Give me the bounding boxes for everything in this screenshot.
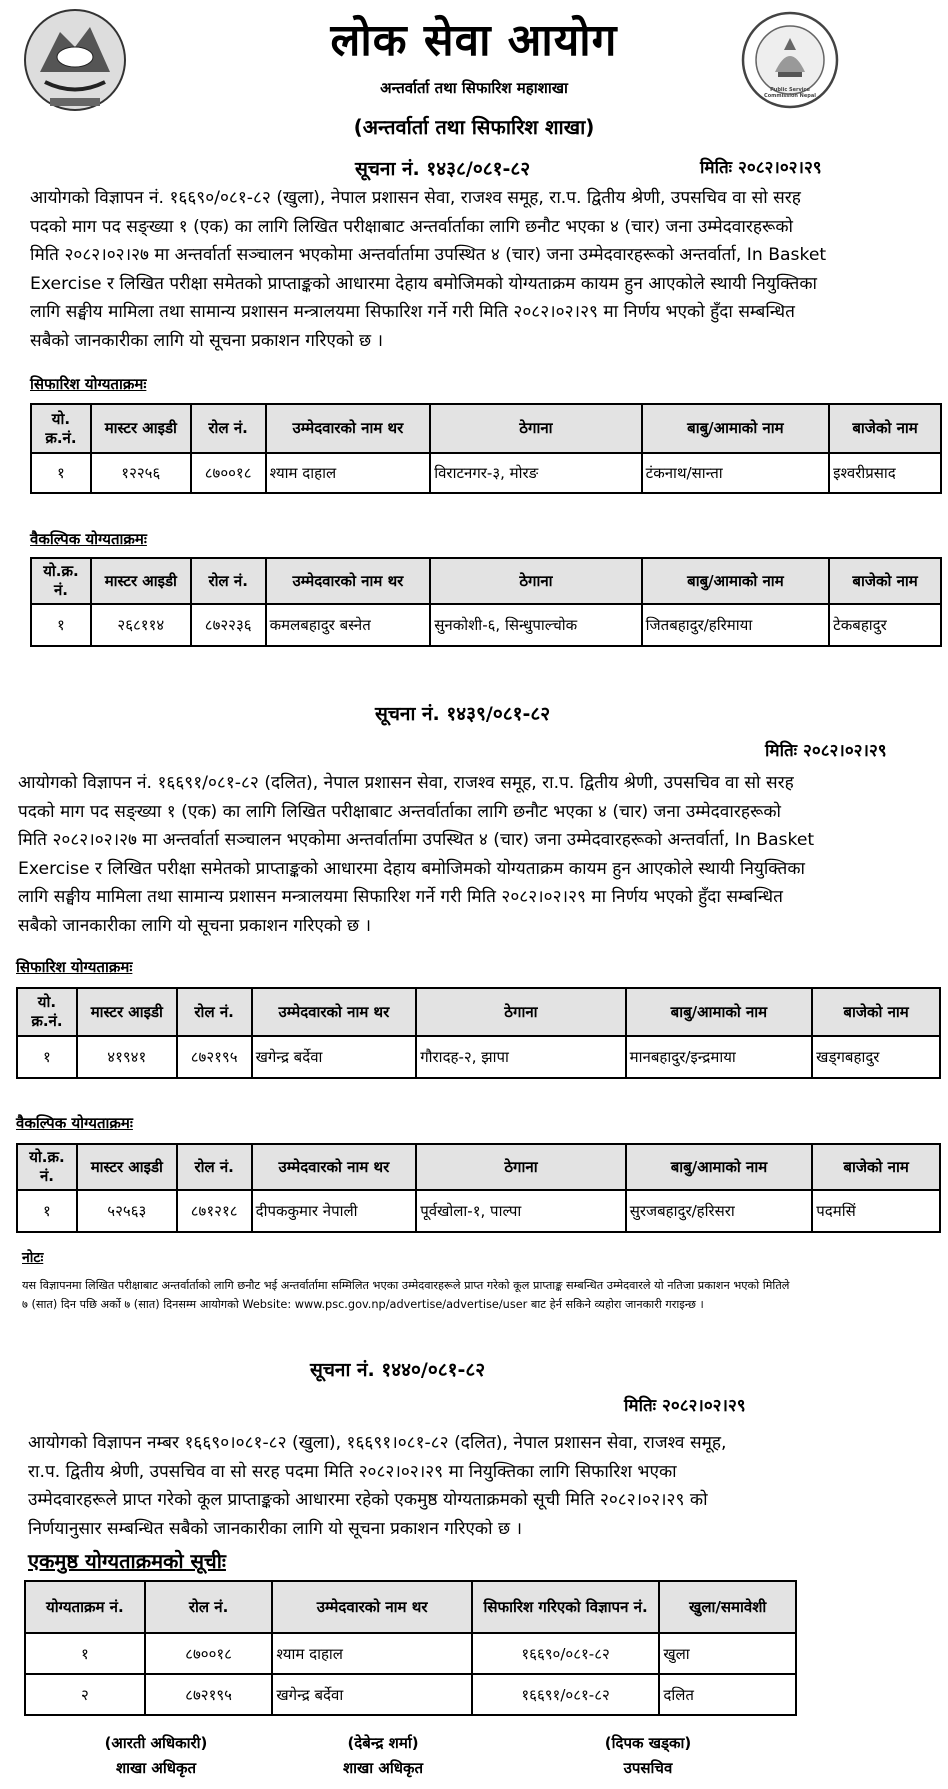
psc-seal xyxy=(740,10,840,110)
header-cell: खुला/समावेशी xyxy=(659,1581,796,1633)
cell: २ xyxy=(25,1674,145,1715)
section-title: (अन्तर्वार्ता तथा सिफारिश शाखा) xyxy=(353,115,595,139)
header-cell: रोल नं. xyxy=(191,404,266,453)
table-row xyxy=(17,1190,940,1232)
header-cell: उम्मेदवारको नाम थर xyxy=(272,1581,471,1633)
cell: पदमसिं xyxy=(812,1190,940,1232)
body-line: निर्णयानुसार सम्बन्धित सबैको जानकारीका लागि यो सूचना प्रकाशन गरिएको छ । xyxy=(28,1518,523,1539)
body-line: आयोगको विज्ञापन नं. १६६९०/०८१-८२ (खुला), नेपाल प्रशासन सेवा, राजश्व समूह, रा.प. द्वितीय श्रेणी, उपसचिव वा सो सरह xyxy=(30,188,801,208)
cell: इश्वरीप्रसाद xyxy=(829,453,941,493)
cell: १२२५६ xyxy=(91,453,191,493)
notice3-number: सूचना नं. १४४०/०८१-८२ xyxy=(310,1359,486,1381)
cell: ५२५६३ xyxy=(77,1190,177,1232)
header-cell: ठेगाना xyxy=(416,988,625,1036)
body-line: मिति २०८२।०२।२७ मा अन्तर्वार्ता सञ्चालन भएकोमा अन्तर्वार्तामा उपस्थित ४ (चार) जना उम्मेदवारहरूको अन्तर्वार्ता, In Basket xyxy=(30,245,827,265)
header-cell: मास्टर आइडी xyxy=(91,404,191,453)
header-cell: बाजेको नाम xyxy=(812,988,940,1036)
cell: टंकनाथ/सान्ता xyxy=(642,453,829,493)
header-cell: सिफारिश गरिएको विज्ञापन नं. xyxy=(472,1581,660,1633)
cell: २६८११४ xyxy=(91,604,191,646)
psc-seal-text: Public Service Commission Nepal xyxy=(764,87,816,99)
notice1-number: सूचना नं. १४३८/०८१-८२ xyxy=(355,158,531,180)
signatory-name: (देबेन्द्र शर्मा) xyxy=(347,1734,419,1752)
notice2-rec-table xyxy=(16,987,941,1079)
cell: १६६९०/०८१-८२ xyxy=(472,1633,660,1674)
signatory-name: (दिपक खड्का) xyxy=(604,1734,692,1752)
table-row xyxy=(17,1036,940,1078)
header-cell: यो.क्र. नं. xyxy=(31,558,91,604)
body-line: रा.प. द्वितीय श्रेणी, उपसचिव वा सो सरह पदमा मिति २०८२।०२।२९ मा नियुक्तिका लागि सिफारिश भएका xyxy=(28,1461,677,1482)
signature-block xyxy=(56,1731,256,1781)
signatory-title: उपसचिव xyxy=(623,1759,673,1777)
header-cell: यो.क्र. नं. xyxy=(17,1144,77,1190)
body-line: पदको माग पद सङ्ख्या १ (एक) का लागि लिखित परीक्षाबाट अन्तर्वार्ताका लागि छनौट भएका ४ (चार) जना उम्मेदवारहरूको xyxy=(30,216,793,237)
table-header-row xyxy=(17,1144,940,1190)
notice1-alt-table xyxy=(30,557,942,647)
cell: विराटनगर-३, मोरङ xyxy=(430,453,641,493)
header-cell: यो. क्र.नं. xyxy=(31,404,91,453)
cell: ८७१२१८ xyxy=(177,1190,252,1232)
table-row xyxy=(31,453,941,493)
body-line: आयोगको विज्ञापन नम्बर १६६९०।०८१-८२ (खुला), १६६९१।०८१-८२ (दलित), नेपाल प्रशासन सेवा, राजश्व समूह, xyxy=(28,1433,727,1453)
cell: टेकबहादुर xyxy=(829,604,941,646)
header-cell: उम्मेदवारको नाम थर xyxy=(266,558,431,604)
cell: १ xyxy=(17,1036,77,1078)
header-cell: यो. क्र.नं. xyxy=(17,988,77,1036)
body-line: आयोगको विज्ञापन नं. १६६९१/०८१-८२ (दलित), नेपाल प्रशासन सेवा, राजश्व समूह, रा.प. द्वितीय श्रेणी, उपसचिव वा सो सरह xyxy=(18,773,794,793)
cell: १ xyxy=(17,1190,77,1232)
notice1-body xyxy=(30,184,930,355)
header-cell: ठेगाना xyxy=(416,1144,625,1190)
cell: खुला xyxy=(659,1633,796,1674)
notice2-alt-table xyxy=(16,1143,941,1233)
cell: १ xyxy=(31,604,91,646)
cell: सुरजबहादुर/हरिसरा xyxy=(626,1190,813,1232)
cell: १ xyxy=(31,453,91,493)
cell: श्याम दाहाल xyxy=(266,453,431,493)
header-cell: मास्टर आइडी xyxy=(91,558,191,604)
table-row xyxy=(25,1633,796,1674)
cell: सुनकोशी-६, सिन्धुपाल्चोक xyxy=(430,604,641,646)
cell: श्याम दाहाल xyxy=(272,1633,471,1674)
body-line: लागि सङ्घीय मामिला तथा सामान्य प्रशासन मन्त्रालयमा सिफारिश गर्ने गरी मिति २०८२।०२।२९ मा निर्णय भएको हुँदा सम्बन्धित xyxy=(30,302,795,322)
cell: ८७२१९५ xyxy=(145,1674,273,1715)
page-title: लोक सेवा आयोग xyxy=(330,15,618,66)
cell: गौरादह-२, झापा xyxy=(416,1036,625,1078)
notice2-rec-title: सिफारिश योग्यताक्रमः xyxy=(16,958,133,976)
signature-block xyxy=(283,1731,483,1781)
notice2-alt-title: वैकल्पिक योग्यताक्रमः xyxy=(16,1114,133,1132)
body-line: Exercise र लिखित परीक्षा समेतको प्राप्ताङ्कको आधारमा देहाय बमोजिमको योग्यताक्रम कायम हुन आएकोले स्थायी नियुक्तिका xyxy=(18,858,805,879)
body-line: सबैको जानकारीका लागि यो सूचना प्रकाशन गरिएको छ । xyxy=(30,330,384,351)
notice2-body xyxy=(18,769,938,940)
signatory-title: शाखा अधिकृत xyxy=(115,1759,197,1777)
header-cell: बाजेको नाम xyxy=(812,1144,940,1190)
header-cell: मास्टर आइडी xyxy=(77,988,177,1036)
header-cell: बाजेको नाम xyxy=(829,558,941,604)
notice1-rec-title: सिफारिश योग्यताक्रमः xyxy=(30,375,147,393)
notice1-date: मितिः २०८२।०२।२९ xyxy=(700,158,822,178)
division-title: अन्तर्वार्ता तथा सिफारिश महाशाखा xyxy=(380,79,568,97)
header-cell: उम्मेदवारको नाम थर xyxy=(252,988,417,1036)
table-header-row xyxy=(17,988,940,1036)
body-line: मिति २०८२।०२।२७ मा अन्तर्वार्ता सञ्चालन भएकोमा अन्तर्वार्तामा उपस्थित ४ (चार) जना उम्मेदवारहरूको अन्तर्वार्ता, In Basket xyxy=(18,830,815,850)
cell: दलित xyxy=(659,1674,796,1715)
cell: १ xyxy=(25,1633,145,1674)
cell: पूर्वखोला-१, पाल्पा xyxy=(416,1190,625,1232)
table-header-row xyxy=(31,404,941,453)
cell: ८७००१८ xyxy=(145,1633,273,1674)
body-line: सबैको जानकारीका लागि यो सूचना प्रकाशन गरिएको छ । xyxy=(18,915,372,936)
header-cell: बाबु/आमाको नाम xyxy=(642,404,829,453)
notice1-rec-table xyxy=(30,403,942,494)
header-cell: बाबु/आमाको नाम xyxy=(626,988,813,1036)
cell: ४१९४१ xyxy=(77,1036,177,1078)
cell: कमलबहादुर बस्नेत xyxy=(266,604,431,646)
header-cell: रोल नं. xyxy=(145,1581,273,1633)
cell: खड्गबहादुर xyxy=(812,1036,940,1078)
notice3-list-table xyxy=(24,1580,797,1716)
body-line: लागि सङ्घीय मामिला तथा सामान्य प्रशासन मन्त्रालयमा सिफारिश गर्ने गरी मिति २०८२।०२।२९ मा निर्णय भएको हुँदा सम्बन्धित xyxy=(18,887,783,907)
note-line: यस विज्ञापनमा लिखित परीक्षाबाट अन्तर्वार्ताको लागि छनौट भई अन्तर्वार्तामा सम्मिलित भएका उम्मेदवारहरूले प्राप्त गरेको कूल प्राप्ताङ्क सम्बन्धित उम्मेदवारले यो नतिजा प्रकाशन भएको मितिले xyxy=(22,1279,790,1292)
table-row xyxy=(31,604,941,646)
cell: खगेन्द्र बर्देवा xyxy=(252,1036,417,1078)
notice3-body xyxy=(28,1429,928,1543)
header-cell: उम्मेदवारको नाम थर xyxy=(266,404,431,453)
cell: ८७००१८ xyxy=(191,453,266,493)
signature-block xyxy=(548,1731,748,1781)
notice3-list-title: एकमुष्ठ योग्यताक्रमको सूचीः xyxy=(28,1549,226,1573)
header-cell: योग्यताक्रम नं. xyxy=(25,1581,145,1633)
header-cell: रोल नं. xyxy=(177,988,252,1036)
table-header-row xyxy=(31,558,941,604)
cell: १६६९१/०८१-८२ xyxy=(472,1674,660,1715)
table-header-row xyxy=(25,1581,796,1633)
cell: दीपककुमार नेपाली xyxy=(252,1190,417,1232)
note-label: नोटः xyxy=(22,1250,44,1266)
notice2-number: सूचना नं. १४३९/०८१-८२ xyxy=(375,703,551,725)
cell: ८७२१९५ xyxy=(177,1036,252,1078)
header-cell: बाजेको नाम xyxy=(829,404,941,453)
header-cell: बाबु/आमाको नाम xyxy=(626,1144,813,1190)
cell: ८७२२३६ xyxy=(191,604,266,646)
signatory-title: शाखा अधिकृत xyxy=(342,1759,424,1777)
header-cell: उम्मेदवारको नाम थर xyxy=(252,1144,417,1190)
table-row xyxy=(25,1674,796,1715)
body-line: उम्मेदवारहरूले प्राप्त गरेको कूल प्राप्ताङ्कको आधारमा रहेको एकमुष्ठ योग्यताक्रमको सूची मिति २०८२।०२।२९ को xyxy=(28,1490,708,1510)
notice3-date: मितिः २०८२।०२।२९ xyxy=(624,1396,746,1416)
notice1-alt-title: वैकल्पिक योग्यताक्रमः xyxy=(30,530,147,548)
header-cell: बाबु/आमाको नाम xyxy=(642,558,830,604)
note-line: ७ (सात) दिन पछि अर्को ७ (सात) दिनसम्म आयोगको Website: www.psc.gov.np/advertise/advertise/user बाट हेर्न सकिने व्यहोरा जानकारी गराइन्छ । xyxy=(22,1298,704,1311)
header-cell: ठेगाना xyxy=(430,404,641,453)
header-cell: मास्टर आइडी xyxy=(77,1144,177,1190)
cell: खगेन्द्र बर्देवा xyxy=(272,1674,471,1715)
cell: जितबहादुर/हरिमाया xyxy=(642,604,830,646)
body-line: Exercise र लिखित परीक्षा समेतको प्राप्ताङ्कको आधारमा देहाय बमोजिमको योग्यताक्रम कायम हुन आएकोले स्थायी नियुक्तिका xyxy=(30,273,817,294)
body-line: पदको माग पद सङ्ख्या १ (एक) का लागि लिखित परीक्षाबाट अन्तर्वार्ताका लागि छनौट भएका ४ (चार) जना उम्मेदवारहरूको xyxy=(18,801,781,822)
signatory-name: (आरती अधिकारी) xyxy=(104,1734,208,1752)
cell: मानबहादुर/इन्द्रमाया xyxy=(626,1036,813,1078)
header-cell: रोल नं. xyxy=(191,558,266,604)
header-cell: रोल नं. xyxy=(177,1144,252,1190)
note-text xyxy=(22,1276,937,1314)
notice2-date: मितिः २०८२।०२।२९ xyxy=(765,741,887,761)
header-cell: ठेगाना xyxy=(430,558,641,604)
